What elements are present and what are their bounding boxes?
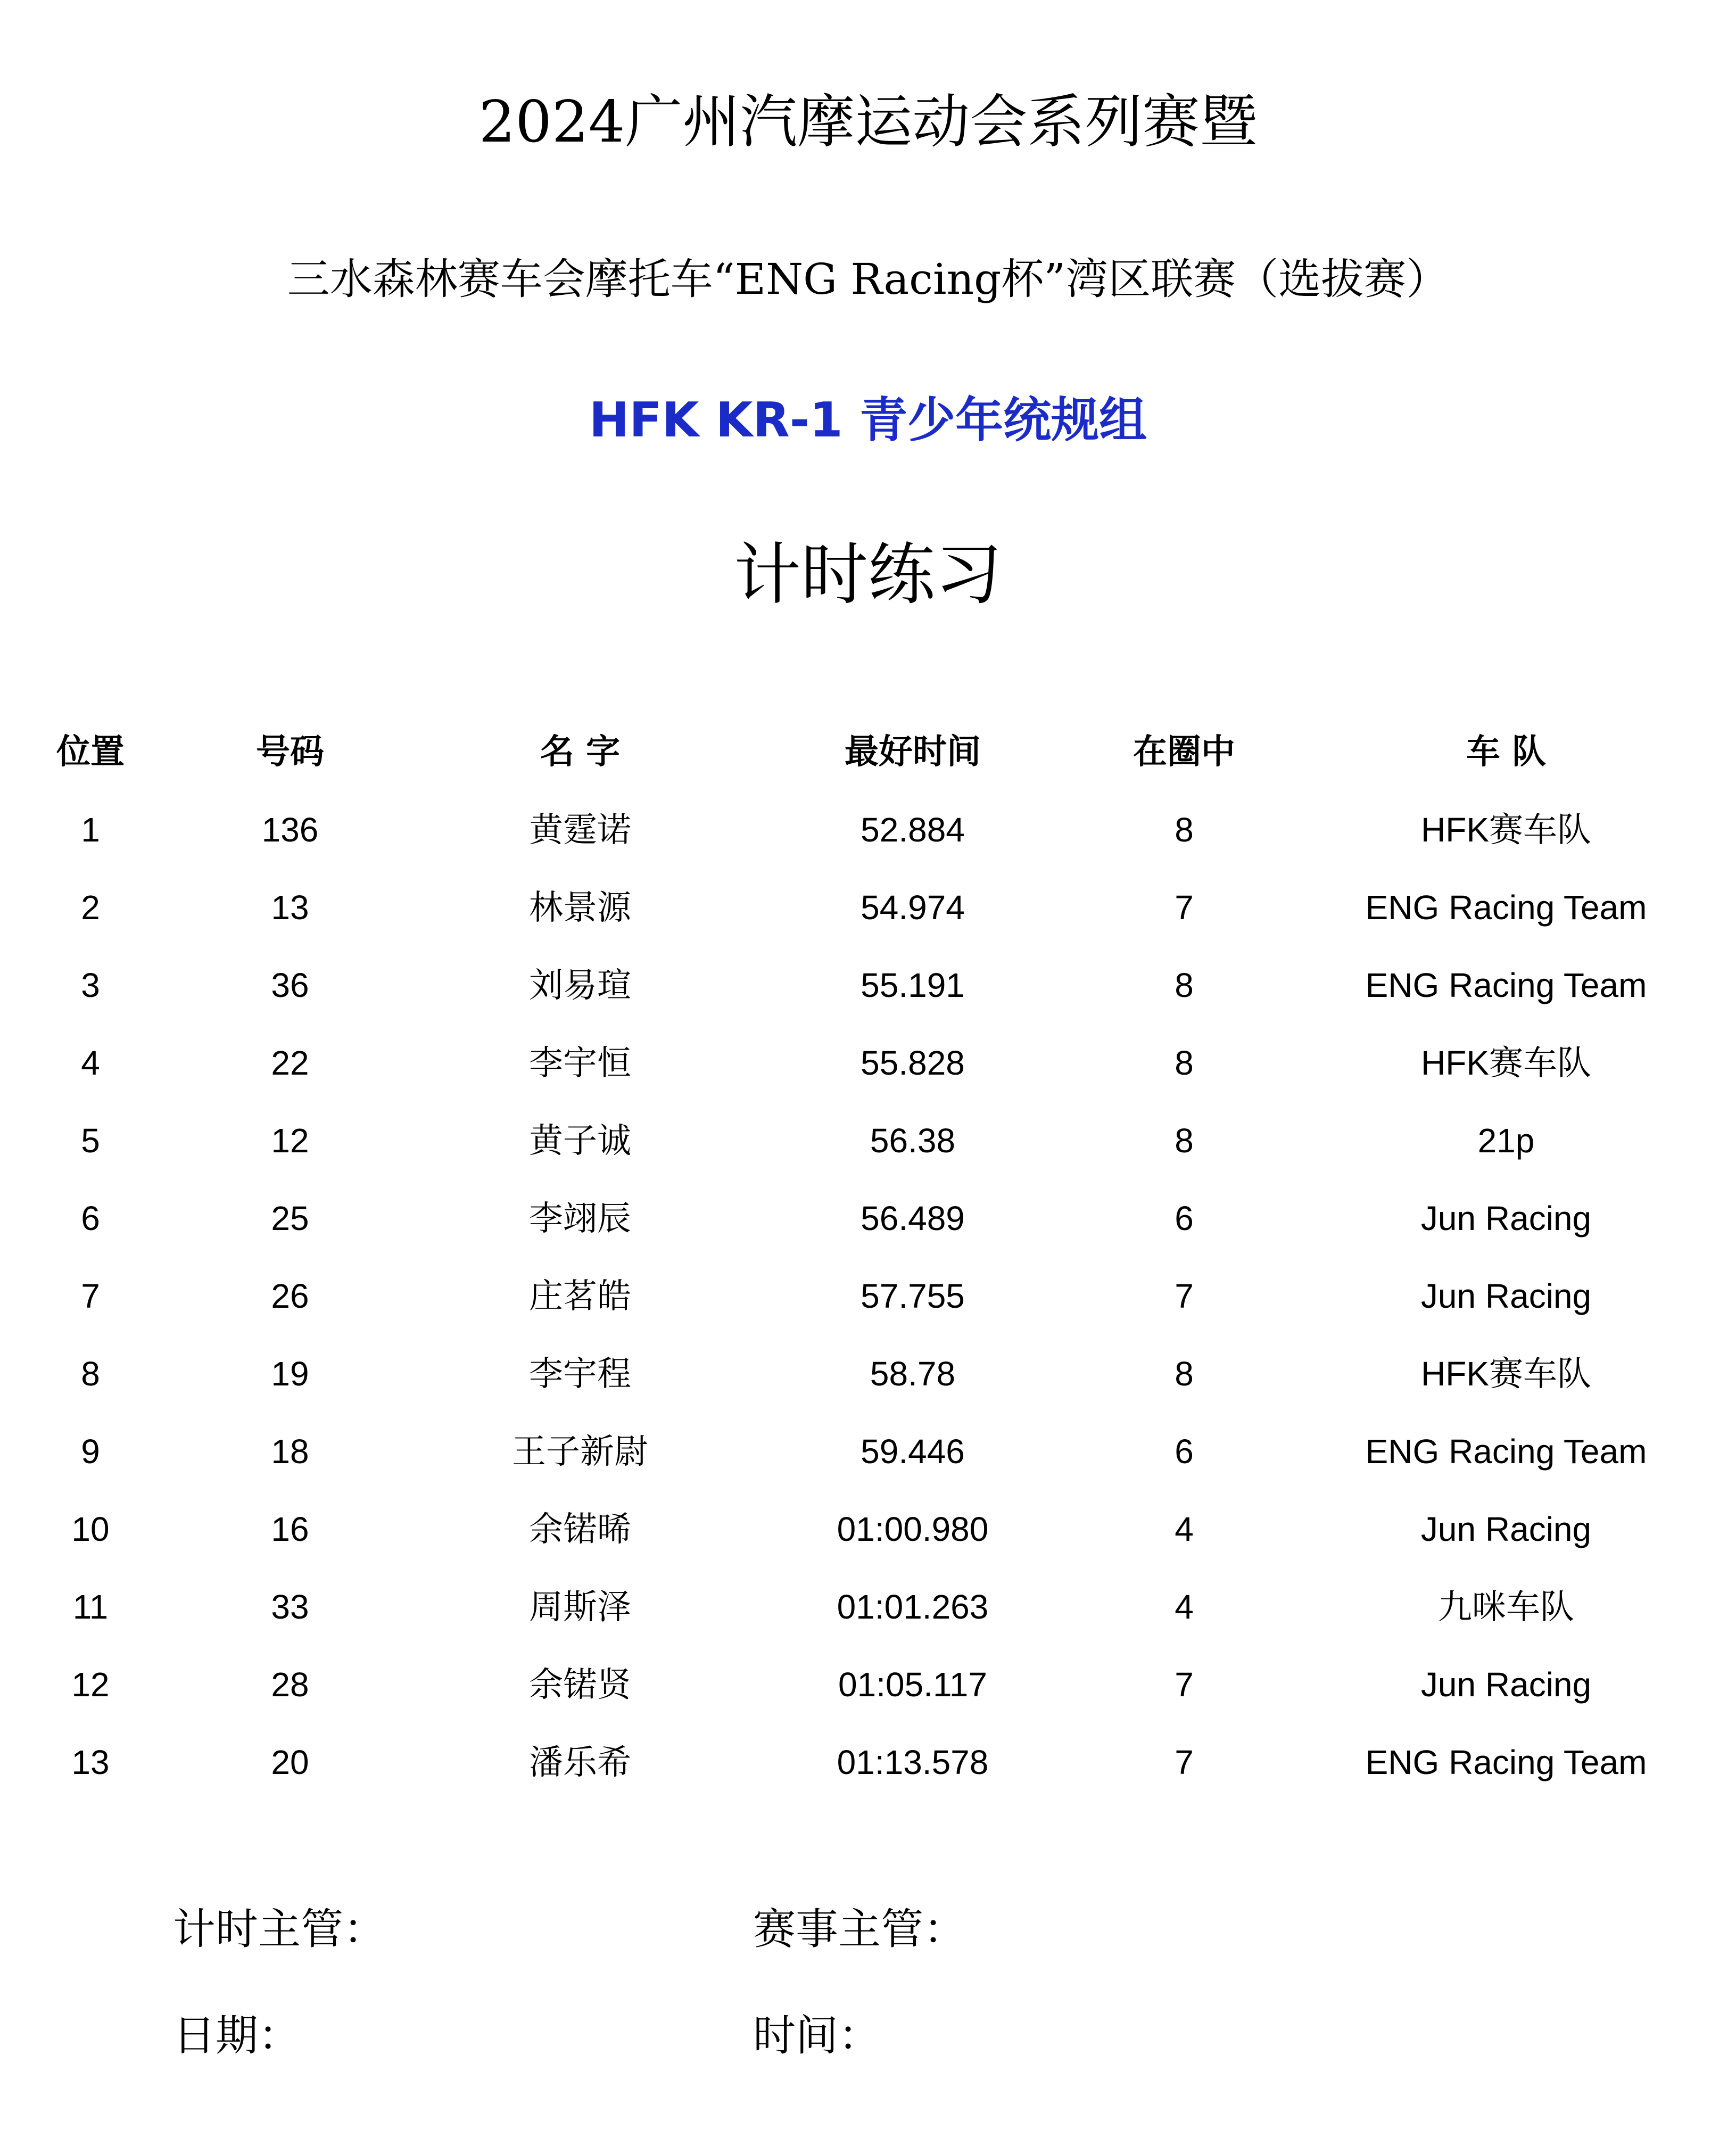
table-row <box>0 1335 1736 1413</box>
table-row <box>0 1257 1736 1335</box>
cell-team: ENG Racing Team <box>1365 888 1647 927</box>
cell-name: 余锘贤 <box>529 1665 631 1704</box>
event-title: 2024广州汽摩运动会系列赛暨 <box>478 89 1258 155</box>
timing-supervisor-label: 计时主管： <box>173 1904 386 1954</box>
column-header-in-lap: 在圈中 <box>1133 732 1235 772</box>
table-row <box>0 1179 1736 1257</box>
cell-best-time: 01:13.578 <box>837 1743 989 1781</box>
cell-name: 林景源 <box>529 888 631 927</box>
cell-team: Jun Racing <box>1420 1510 1592 1548</box>
cell-team: Jun Racing <box>1420 1277 1592 1315</box>
cell-team: ENG Racing Team <box>1365 966 1647 1004</box>
cell-in-lap: 8 <box>1175 811 1194 849</box>
cell-in-lap: 8 <box>1175 966 1194 1004</box>
cell-number: 25 <box>271 1199 309 1237</box>
cell-position: 11 <box>72 1588 109 1626</box>
cell-team: 21p <box>1477 1121 1535 1160</box>
session-title: 计时练习 <box>734 535 1002 614</box>
cell-in-lap: 4 <box>1175 1510 1194 1548</box>
cell-number: 33 <box>271 1588 309 1626</box>
cell-position: 7 <box>81 1277 100 1315</box>
cell-best-time: 55.191 <box>861 966 965 1004</box>
table-row <box>0 946 1736 1024</box>
cell-position: 12 <box>71 1665 110 1704</box>
column-header-team: 车 队 <box>1466 732 1547 772</box>
cell-position: 4 <box>81 1044 100 1082</box>
cell-team: 九咪车队 <box>1438 1588 1574 1626</box>
table-row <box>0 1102 1736 1179</box>
race-director-label: 赛事主管： <box>753 1904 966 1954</box>
cell-number: 16 <box>271 1510 309 1548</box>
cell-in-lap: 8 <box>1175 1044 1194 1082</box>
cell-position: 13 <box>71 1743 110 1781</box>
cell-team: HFK赛车队 <box>1421 1044 1591 1082</box>
cell-number: 28 <box>271 1665 309 1704</box>
cell-in-lap: 7 <box>1175 1665 1194 1704</box>
table-row <box>0 1568 1736 1646</box>
cell-name: 黄子诚 <box>529 1121 631 1160</box>
cell-number: 12 <box>271 1121 309 1160</box>
cell-team: Jun Racing <box>1420 1665 1592 1704</box>
cell-number: 26 <box>271 1277 309 1315</box>
cell-name: 黄霆诺 <box>529 811 631 849</box>
cell-best-time: 58.78 <box>870 1355 956 1393</box>
cell-best-time: 55.828 <box>861 1044 965 1082</box>
cell-number: 18 <box>271 1432 309 1471</box>
column-header-number: 号码 <box>256 732 324 772</box>
cell-position: 1 <box>81 811 100 849</box>
cell-best-time: 54.974 <box>861 888 965 927</box>
column-header-best-time: 最好时间 <box>845 732 981 772</box>
time-label: 时间： <box>753 2011 881 2060</box>
cell-in-lap: 8 <box>1175 1121 1194 1160</box>
group-title: HFK KR-1 青少年统规组 <box>589 392 1147 448</box>
column-header-position: 位置 <box>56 732 125 772</box>
cell-best-time: 59.446 <box>861 1432 965 1471</box>
column-header-name: 名 字 <box>540 732 621 772</box>
cell-name: 庄茗皓 <box>529 1277 631 1315</box>
cell-name: 李宇恒 <box>529 1044 631 1082</box>
table-row <box>0 1024 1736 1102</box>
table-row <box>0 1413 1736 1490</box>
cell-number: 20 <box>271 1743 309 1781</box>
cell-name: 刘易瑄 <box>529 966 631 1004</box>
cell-best-time: 01:05.117 <box>838 1665 987 1704</box>
table-row <box>0 869 1736 946</box>
cell-position: 9 <box>81 1432 100 1471</box>
cell-in-lap: 8 <box>1175 1355 1194 1393</box>
table-row <box>0 1646 1736 1723</box>
table-row <box>0 1490 1736 1568</box>
cell-best-time: 01:00.980 <box>837 1510 989 1548</box>
cell-in-lap: 6 <box>1175 1199 1194 1237</box>
cell-position: 10 <box>71 1510 110 1548</box>
cell-team: HFK赛车队 <box>1421 811 1591 849</box>
table-body <box>0 791 1736 1801</box>
cell-name: 潘乐希 <box>529 1743 631 1781</box>
table-header-row <box>0 713 1736 791</box>
cell-name: 王子新尉 <box>512 1432 648 1471</box>
cell-best-time: 01:01.263 <box>837 1588 989 1626</box>
cell-number: 13 <box>271 888 309 927</box>
cell-position: 6 <box>81 1199 100 1237</box>
cell-name: 周斯泽 <box>529 1588 631 1626</box>
cell-best-time: 56.489 <box>861 1199 965 1237</box>
cell-position: 2 <box>81 888 100 927</box>
cell-number: 136 <box>261 811 319 849</box>
cell-position: 8 <box>81 1355 100 1393</box>
cell-number: 36 <box>271 966 309 1004</box>
cell-number: 22 <box>271 1044 309 1082</box>
date-label: 日期： <box>173 2011 301 2060</box>
cell-name: 余锘晞 <box>529 1510 631 1548</box>
cell-in-lap: 7 <box>1175 1743 1194 1781</box>
cell-best-time: 52.884 <box>861 811 965 849</box>
cell-team: Jun Racing <box>1420 1199 1592 1237</box>
cell-position: 3 <box>81 966 100 1004</box>
cell-name: 李宇程 <box>529 1355 631 1393</box>
cell-position: 5 <box>81 1121 100 1160</box>
cell-team: ENG Racing Team <box>1365 1432 1647 1471</box>
cell-best-time: 57.755 <box>861 1277 965 1315</box>
cell-in-lap: 7 <box>1175 1277 1194 1315</box>
cell-name: 李翊辰 <box>529 1199 631 1237</box>
cell-best-time: 56.38 <box>870 1121 956 1160</box>
cell-in-lap: 4 <box>1175 1588 1194 1626</box>
cell-team: HFK赛车队 <box>1421 1355 1591 1393</box>
cell-number: 19 <box>271 1355 309 1393</box>
table-row <box>0 1723 1736 1801</box>
results-table <box>0 713 1736 1801</box>
cell-in-lap: 7 <box>1175 888 1194 927</box>
table-row <box>0 791 1736 869</box>
cell-team: ENG Racing Team <box>1365 1743 1647 1781</box>
event-subtitle: 三水森林赛车会摩托车“ENG Racing杯”湾区联赛（选拔赛） <box>287 254 1449 304</box>
cell-in-lap: 6 <box>1175 1432 1194 1471</box>
